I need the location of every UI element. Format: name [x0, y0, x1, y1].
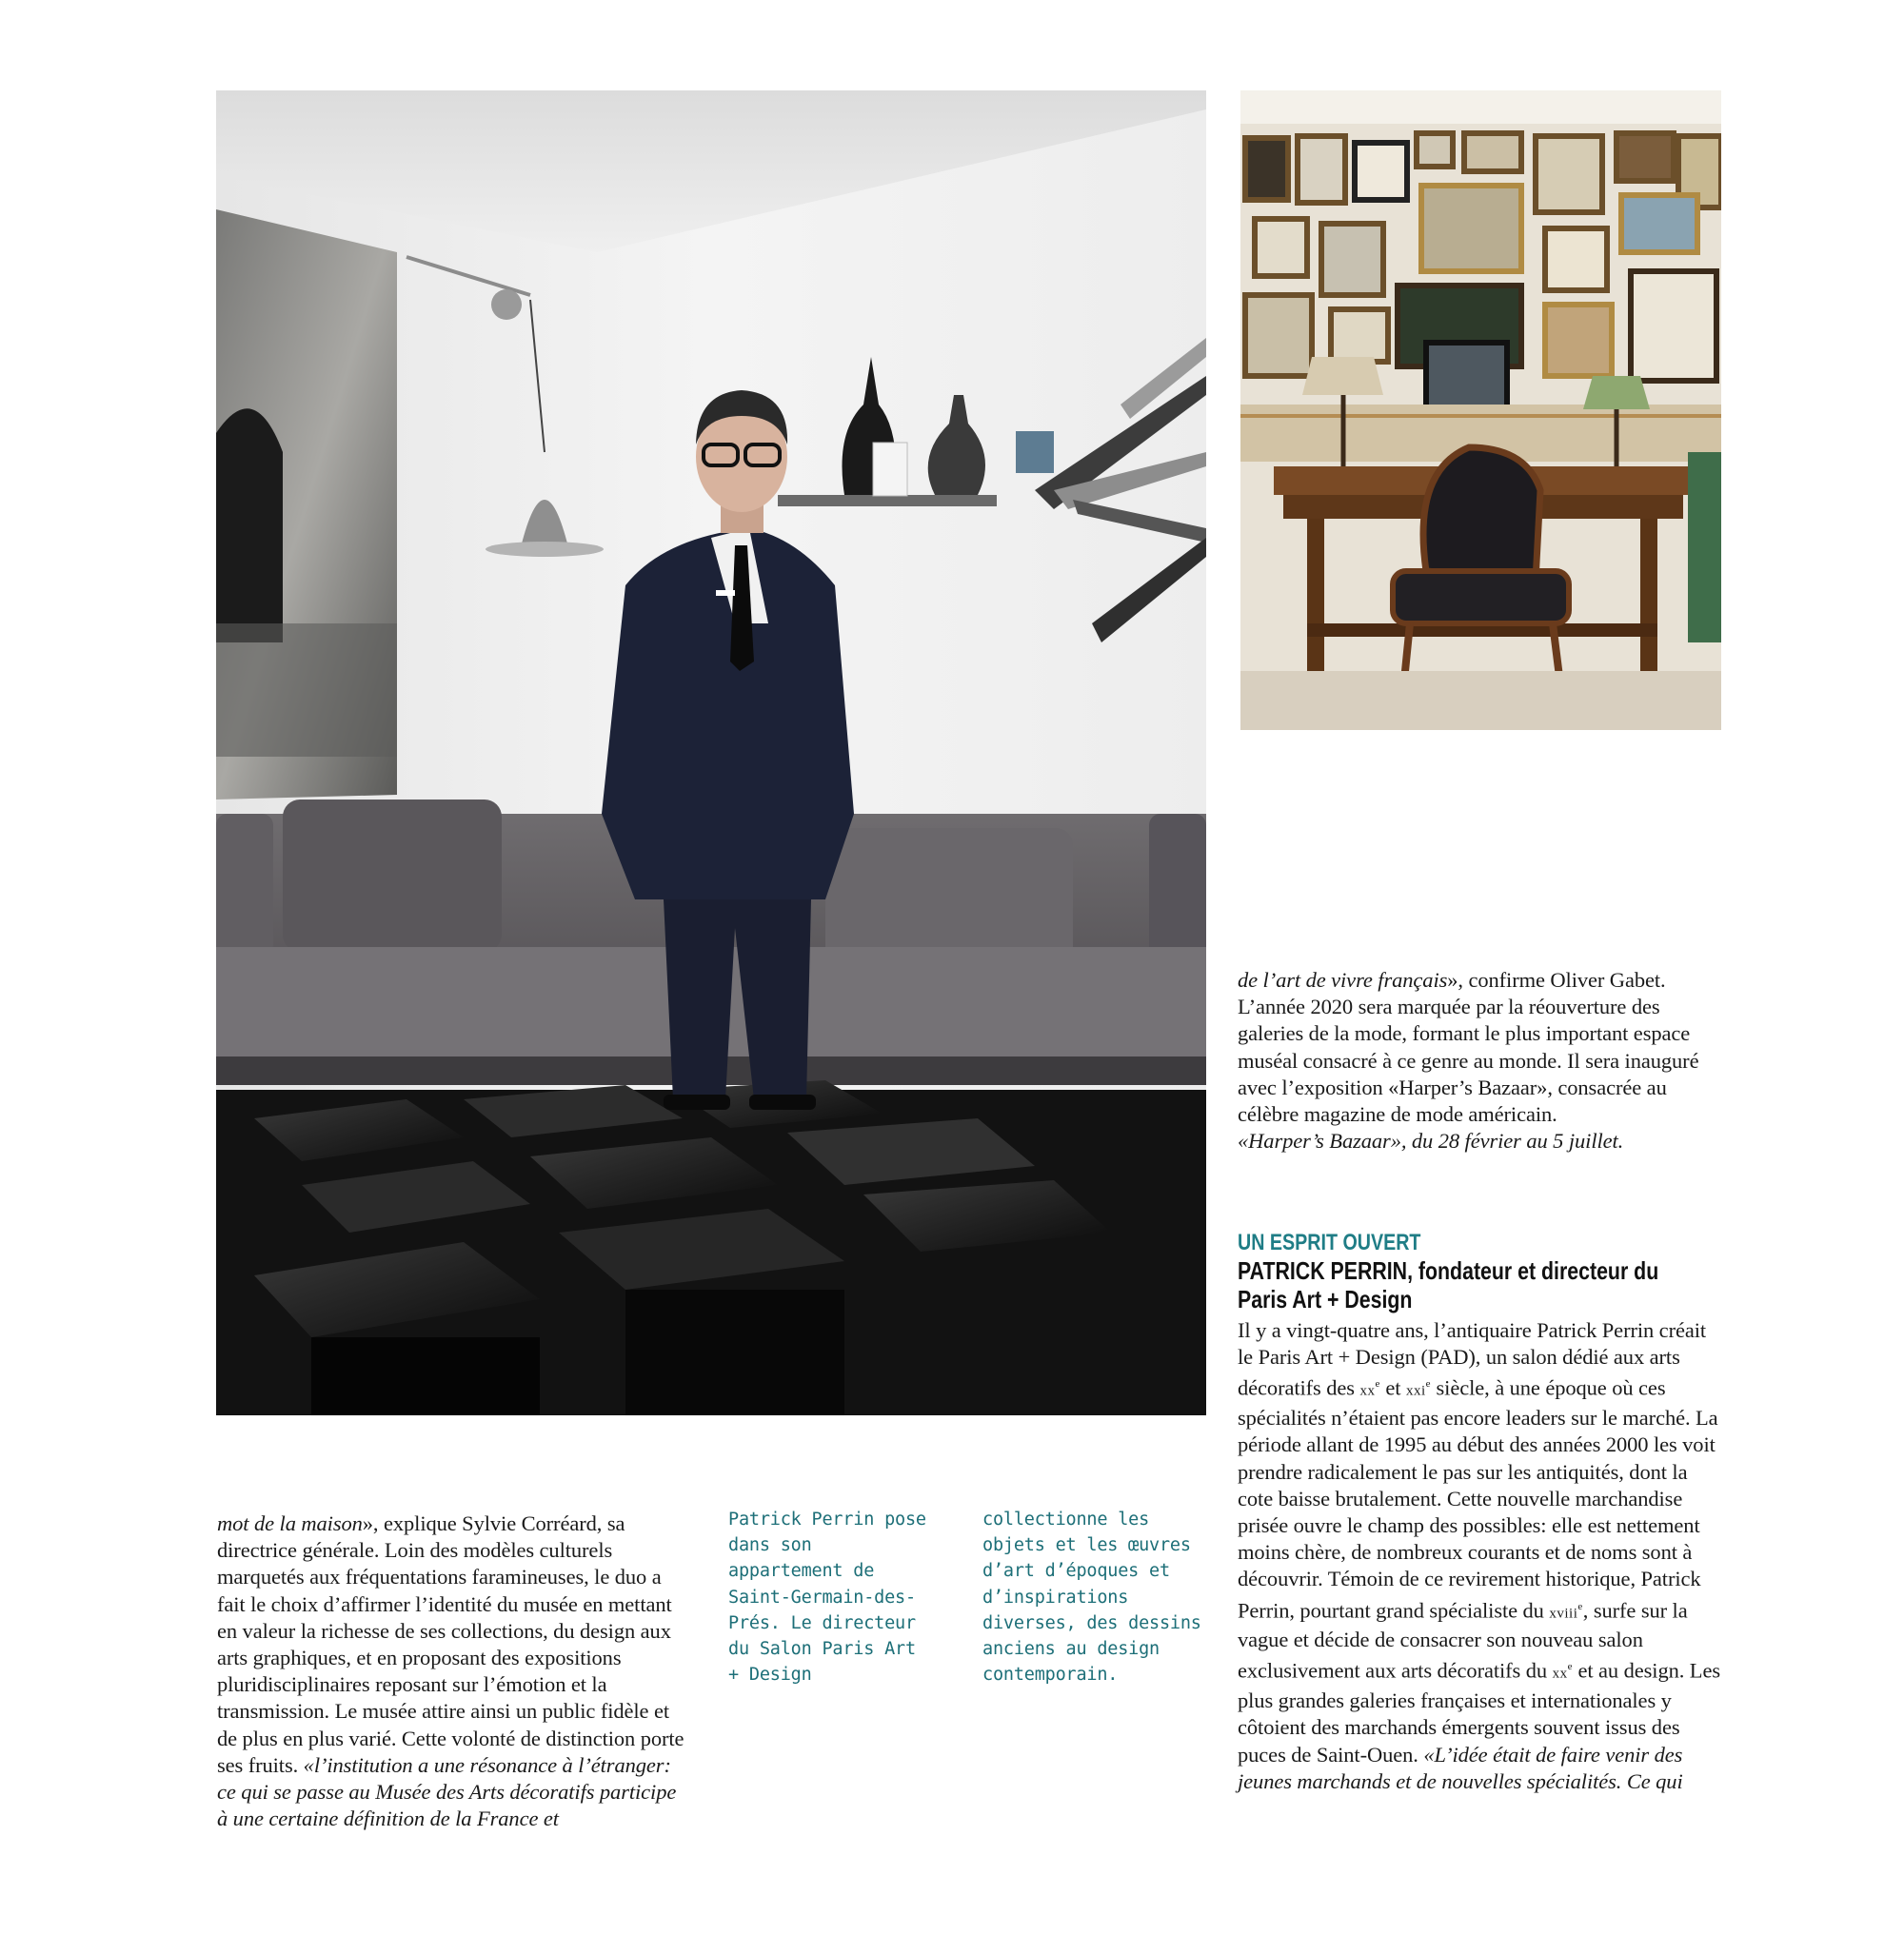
opening-paragraph — [1238, 967, 1725, 1128]
photo-caption-col2: collectionne les objets et les œuvres d’art d’époques et d’inspirations diverses, des dessins anciens au design contemporain. — [982, 1510, 1201, 1686]
century-18-sup: e — [1577, 1600, 1583, 1612]
interior-photo — [1240, 90, 1721, 730]
after-quote: », confirme Oliver Gabet. L’année 2020 sera marquée par la réouverture des galeries de la mode, formant le plus important espace muséal consacré à ce genre au monde. Il sera inauguré avec l’exposition «Harper’s Bazaar», consacrée au célèbre magazine de mode américain. — [1238, 968, 1699, 1127]
section-kicker: UN ESPRIT OUVERT — [1238, 1230, 1421, 1255]
century-18: xviii — [1549, 1606, 1578, 1622]
century-21: xxi — [1405, 1383, 1426, 1399]
century-21-sup: e — [1425, 1378, 1431, 1391]
portrait-photo-illustration — [216, 90, 1206, 1415]
exhibition-dates: «Harper’s Bazaar», du 28 février au 5 juillet. — [1238, 1129, 1624, 1154]
perrin-text-4: , surfe sur la vague et décide de consacrer son nouveau salon exclusivement aux arts décoratifs du — [1238, 1598, 1688, 1683]
perrin-text-2: et — [1379, 1375, 1406, 1400]
left-column-text — [217, 1510, 688, 1832]
left-segment-3: «l’institution a une résonance à l’étranger: ce qui se passe au Musée des Arts décoratifs participe à une certaine définition de la France et — [217, 1752, 677, 1831]
perrin-text-3: siècle, à une époque où ces spécialités n’étaient pas encore leaders sur le marché. La période allant de 1995 au début des années 2000 les voit prendre radicalement le pas sur les antiquités, dont la cote baisse brutalement. Cette nouvelle marchandise prisée ouvre le champ des possibles: elle est nettement moins chère, de nombreux courants et de noms sont à découvrir. Témoin de ce revirement historique, Patrick Perrin, pourtant grand spécialiste du — [1238, 1375, 1718, 1623]
century-20-b: xx — [1552, 1666, 1568, 1682]
perrin-quote: «L’idée était de faire venir des jeunes marchands et de nouvelles spécialités. Ce qui — [1238, 1742, 1683, 1793]
century-20-a-sup: e — [1375, 1378, 1380, 1391]
century-20-b-sup: e — [1567, 1661, 1573, 1673]
portrait-photo — [216, 90, 1206, 1415]
right-column-body-text — [1238, 1317, 1725, 1795]
left-segment-1: mot de la maison — [217, 1511, 363, 1535]
carpet — [1240, 671, 1721, 730]
left-segment-2: », explique Sylvie Corréard, sa directrice générale. Loin des modèles culturels marquetés aux fréquentations faramineuses, le duo a fait le choix d’affirmer l’identité du musée en mettant en valeur la richesse de ses collections, du design aux arts graphiques, et en proposant des expositions pluridisciplinaires reposant sur l’émotion et la transmission. Le musée attire ainsi un public fidèle et de plus en plus varié. Cette volonté de distinction porte ses fruits. — [217, 1511, 684, 1777]
quote-end: de l’art de vivre français — [1238, 968, 1448, 992]
section-heading — [1238, 1230, 1723, 1313]
perrin-paragraph — [1238, 1317, 1725, 1795]
left-column-paragraph — [217, 1510, 688, 1832]
photo-caption-col1: Patrick Perrin pose dans son appartement de Saint-Germain-des-Prés. Le directeur du Salon Paris Art + Design — [728, 1510, 926, 1686]
perrin-text-1: Il y a vingt-quatre ans, l’antiquaire Patrick Perrin créait le Paris Art + Design (PAD), un salon dédié aux arts décoratifs des — [1238, 1318, 1707, 1400]
cube-table — [216, 1080, 1206, 1415]
interior-photo-illustration — [1240, 90, 1721, 730]
perrin-text-5: et au design. Les plus grandes galeries françaises et internationales y côtoient des marchands émergents souvent issus des puces de Saint-Ouen. — [1238, 1658, 1720, 1767]
century-20-a: xx — [1359, 1383, 1376, 1399]
section-title: PATRICK PERRIN, fondateur et directeur du Paris Art + Design — [1238, 1256, 1659, 1313]
right-column-top-text — [1238, 967, 1725, 1155]
